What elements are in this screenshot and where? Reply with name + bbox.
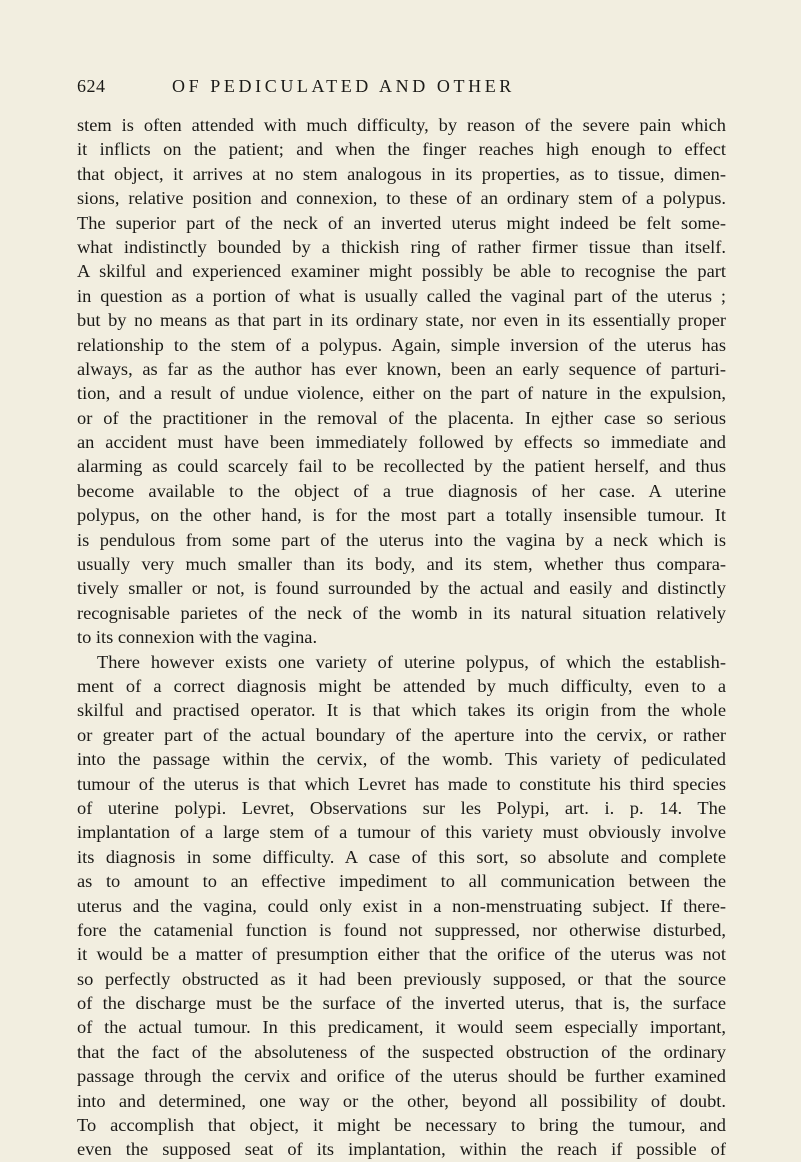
- text-line: so perfectly obstructed as it had been previously supposed, or that the source: [77, 968, 726, 989]
- text-line: passage through the cervix and orifice of the uterus should be further examined: [77, 1066, 726, 1087]
- text-line: an accident must have been immediately followed by effects so immediate and: [77, 432, 726, 453]
- text-line: of uterine polypi. Levret, Observations sur les Polypi, art. i. p. 14. The: [77, 797, 726, 818]
- text-line: recognisable parietes of the neck of the womb in its natural situation relatively: [77, 602, 726, 623]
- page-header: [0, 76, 801, 100]
- text-line: even the supposed seat of its implantation, within the reach if possible of: [77, 1139, 726, 1160]
- paragraph-start-line: There however exists one variety of uterine polypus, of which the establish-: [97, 651, 726, 672]
- text-line: tion, and a result of undue violence, either on the part of nature in the expulsion,: [77, 383, 726, 404]
- text-line: alarming as could scarcely fail to be recollected by the patient herself, and thus: [77, 456, 726, 477]
- text-line: usually very much smaller than its body, and its stem, whether thus compara-: [77, 554, 726, 575]
- text-line: always, as far as the author has ever known, been an early sequence of parturi-: [77, 358, 726, 379]
- text-line: but by no means as that part in its ordinary state, nor even in its essentially proper: [77, 310, 726, 331]
- text-line: in question as a portion of what is usually called the vaginal part of the uterus ;: [77, 285, 726, 306]
- text-line: fore the catamenial function is found not suppressed, nor otherwise disturbed,: [77, 919, 726, 940]
- text-line: it would be a matter of presumption either that the orifice of the uterus was not: [77, 944, 726, 965]
- text-line: relationship to the stem of a polypus. Again, simple inversion of the uterus has: [77, 334, 726, 355]
- paragraph-end-line: to its connexion with the vagina.: [77, 627, 318, 648]
- text-line: tumour of the uterus is that which Levret has made to constitute his third species: [77, 773, 726, 794]
- text-line: into and determined, one way or the other, beyond all possibility of doubt.: [77, 1090, 726, 1111]
- text-line: or greater part of the actual boundary of the aperture into the cervix, or rather: [77, 724, 726, 745]
- text-line: skilful and practised operator. It is that which takes its origin from the whole: [77, 700, 726, 721]
- text-line: what indistinctly bounded by a thickish ring of rather firmer tissue than itself.: [77, 236, 726, 257]
- text-line: is pendulous from some part of the uterus into the vagina by a neck which is: [77, 529, 726, 550]
- text-line: ment of a correct diagnosis might be attended by much difficulty, even to a: [77, 675, 726, 696]
- text-line: polypus, on the other hand, is for the most part a totally insensible tumour. It: [77, 505, 726, 526]
- text-line: implantation of a large stem of a tumour of this variety must obviously involve: [77, 822, 726, 843]
- text-line: into the passage within the cervix, of the womb. This variety of pediculated: [77, 749, 726, 770]
- text-line: stem is often attended with much difficulty, by reason of the severe pain which: [77, 115, 726, 135]
- text-line: its diagnosis in some difficulty. A case of this sort, so absolute and complete: [77, 846, 726, 867]
- text-line: sions, relative position and connexion, to these of an ordinary stem of a polypus.: [77, 188, 726, 209]
- text-line: that the fact of the absoluteness of the suspected obstruction of the ordinary: [77, 1041, 726, 1062]
- text-line: that object, it arrives at no stem analogous in its properties, as to tissue, dimen-: [77, 163, 726, 184]
- text-line: The superior part of the neck of an inverted uterus might indeed be felt some-: [77, 212, 726, 233]
- text-line: of the discharge must be the surface of the inverted uterus, that is, the surface: [77, 993, 726, 1014]
- text-line: or of the practitioner in the removal of the placenta. In ejther case so serious: [77, 407, 726, 428]
- text-line: of the actual tumour. In this predicament, it would seem especially important,: [77, 1017, 726, 1038]
- text-line: To accomplish that object, it might be necessary to bring the tumour, and: [77, 1115, 726, 1136]
- running-head: OF PEDICULATED AND OTHER: [172, 76, 515, 96]
- text-line: tively smaller or not, is found surrounded by the actual and easily and distinctly: [77, 578, 726, 599]
- body-text: [77, 113, 726, 1162]
- text-line: it inflicts on the patient; and when the finger reaches high enough to effect: [77, 139, 726, 160]
- text-line: become available to the object of a true diagnosis of her case. A uterine: [77, 480, 726, 501]
- text-line: A skilful and experienced examiner might possibly be able to recognise the part: [77, 261, 726, 282]
- page-number: 624: [77, 76, 106, 96]
- text-line: uterus and the vagina, could only exist in a non-menstruating subject. If there-: [77, 895, 726, 916]
- text-line: as to amount to an effective impediment to all communication between the: [77, 871, 726, 892]
